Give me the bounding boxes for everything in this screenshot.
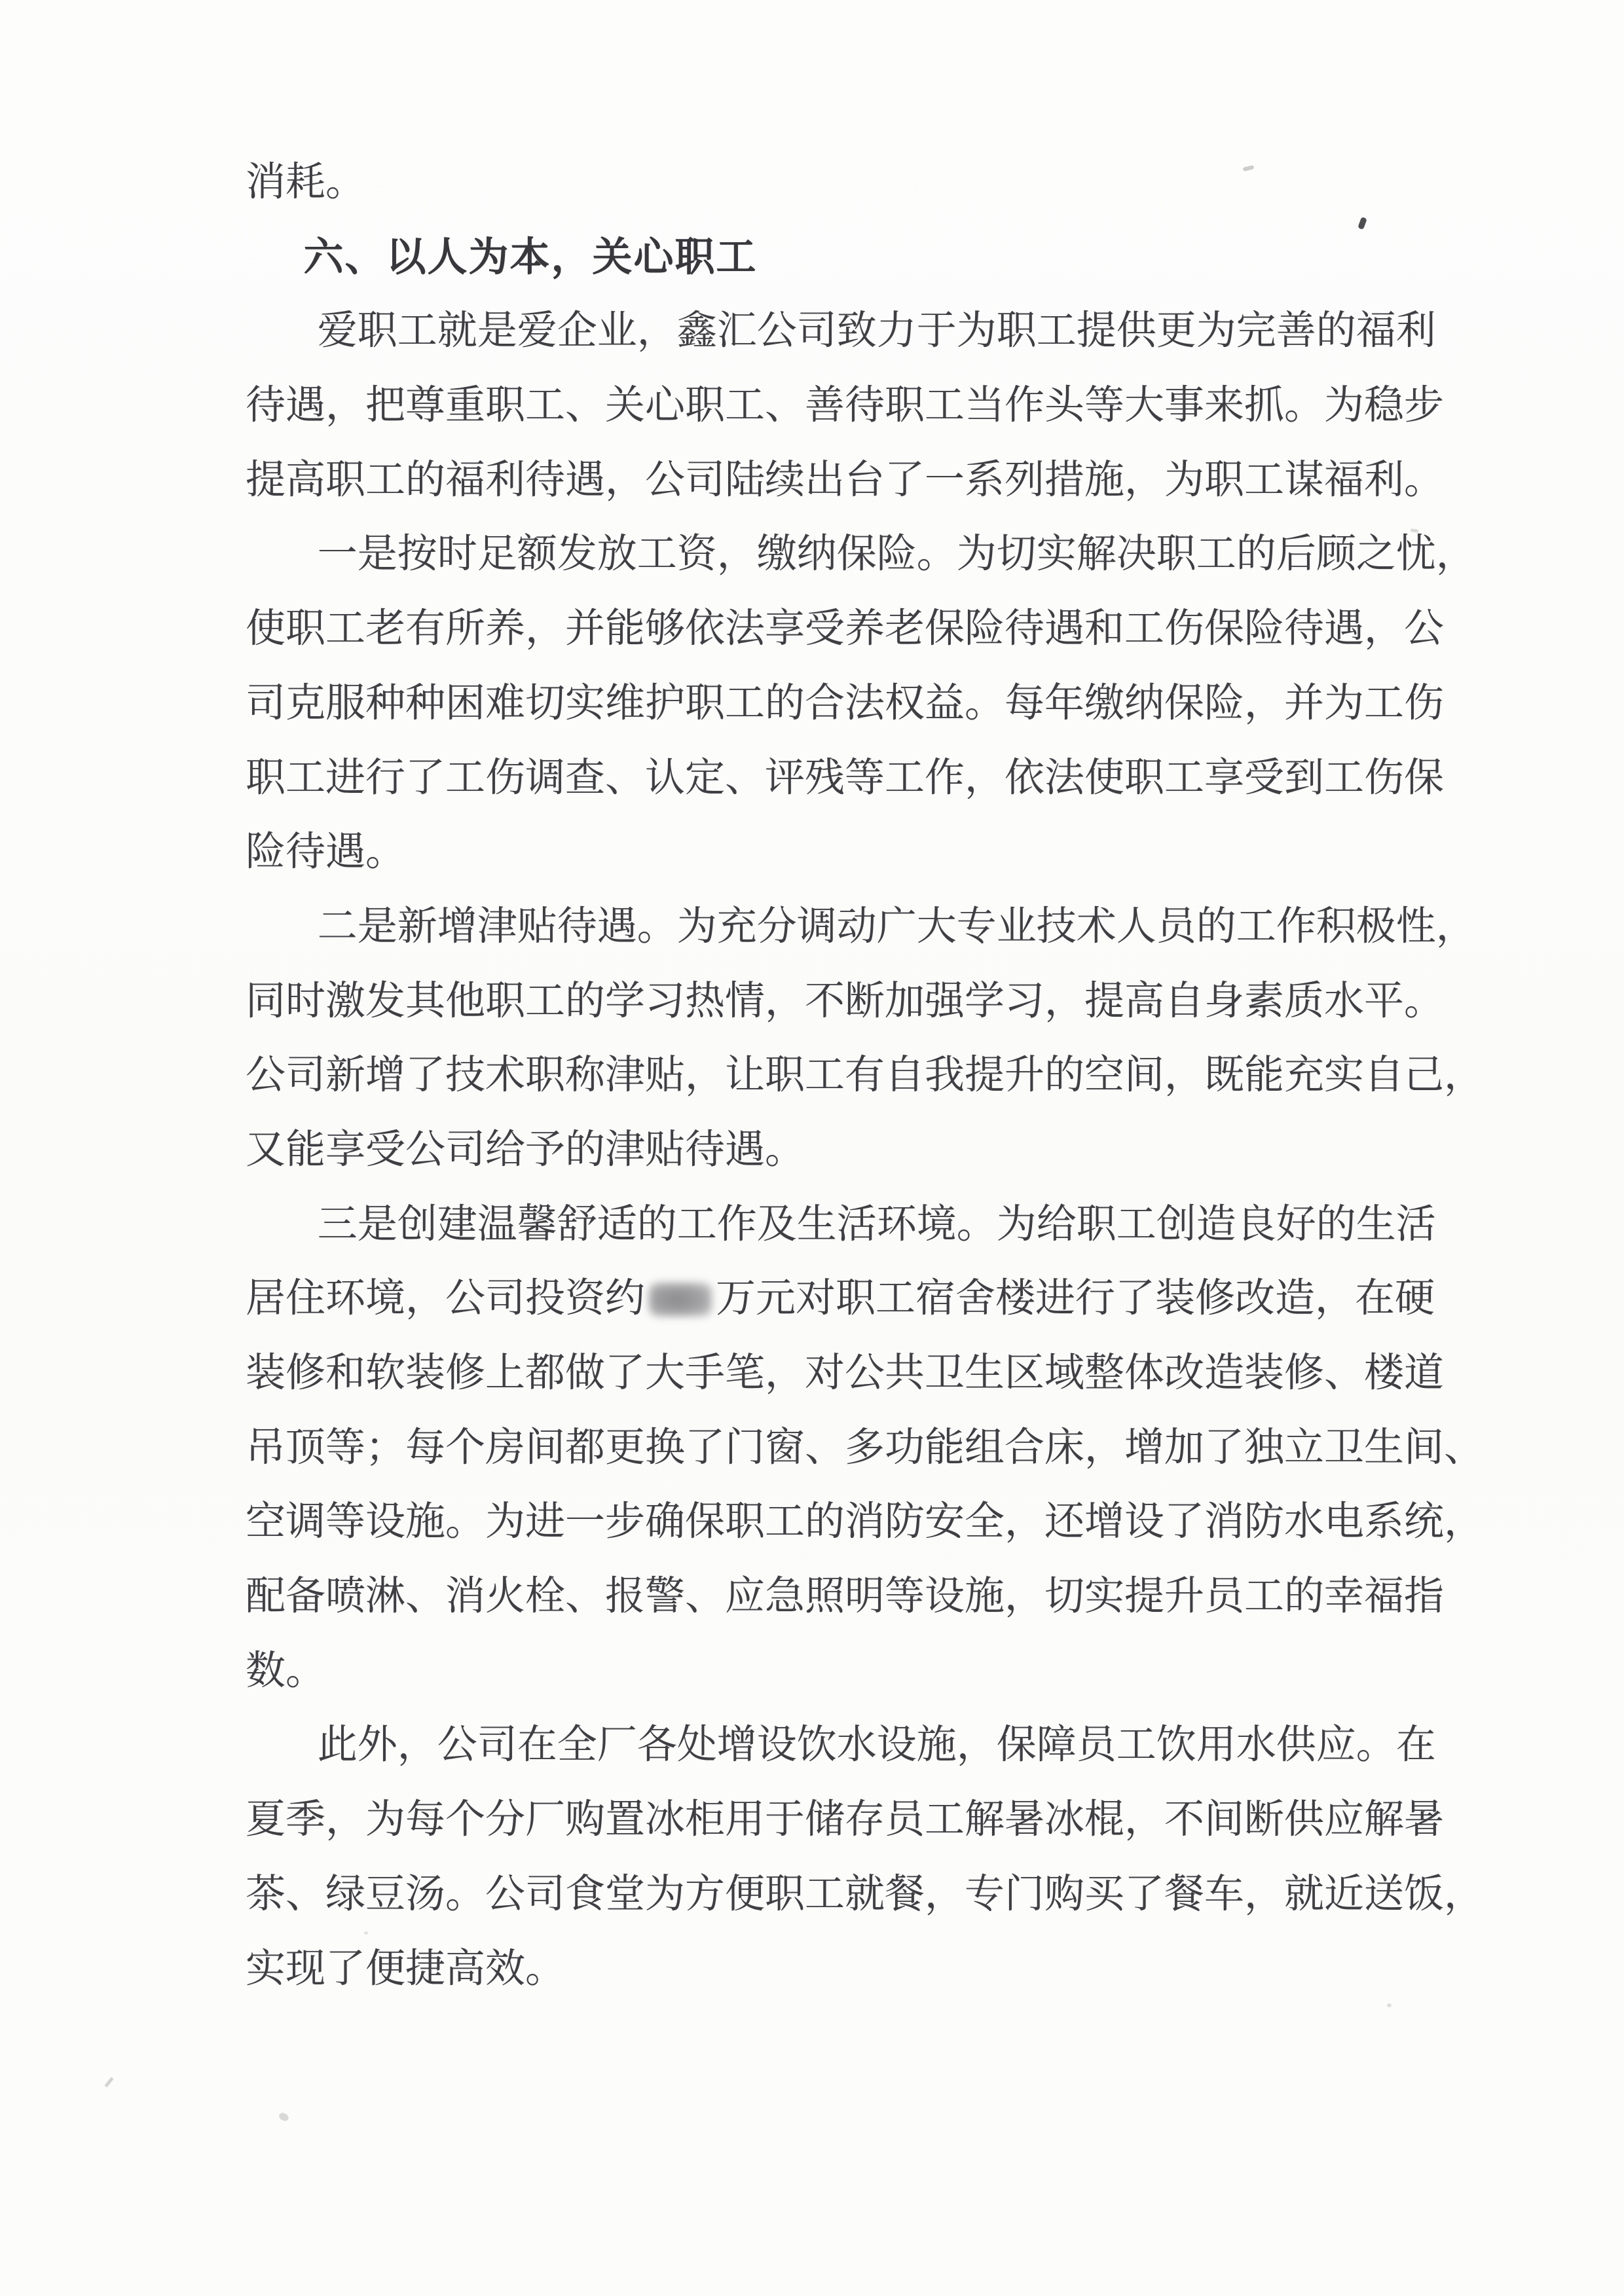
- scan-artifact: [1387, 2003, 1392, 2007]
- text-line: 同时激发其他职工的学习热情，不断加强学习，提高自身素质水平。: [246, 979, 1445, 1023]
- text-line: 待遇，把尊重职工、关心职工、善待职工当作头等大事来抓。为稳步: [246, 384, 1445, 428]
- text-line: 职工进行了工伤调查、认定、评残等工作，依法使职工享受到工伤保: [246, 756, 1445, 800]
- text-line: 一是按时足额发放工资，缴纳保险。为切实解决职工的后顾之忧，: [317, 532, 1476, 577]
- text-line: 爱职工就是爱企业，鑫汇公司致力于为职工提供更为完善的福利: [317, 309, 1436, 354]
- text-line: 三是创建温馨舒适的工作及生活环境。为给职工创造良好的生活: [317, 1202, 1436, 1247]
- text-line: 又能享受公司给予的津贴待遇。: [246, 1127, 805, 1172]
- text-line: 实现了便捷高效。: [246, 1946, 566, 1991]
- redacted-amount: [649, 1283, 712, 1317]
- text-segment: 居住环境，公司投资约: [246, 1277, 646, 1321]
- text-line: 险待遇。: [246, 830, 406, 875]
- text-line: 此外，公司在全厂各处增设饮水设施，保障员工饮用水供应。在: [317, 1723, 1436, 1768]
- text-line: 提高职工的福利待遇，公司陆续出台了一系列措施，为职工谋福利。: [246, 458, 1445, 502]
- section-heading: 六、以人为本，关心职工: [303, 234, 758, 279]
- text-line: 吊顶等；每个房间都更换了门窗、多功能组合床，增加了独立卫生间、: [246, 1425, 1485, 1470]
- document-text: [246, 145, 1485, 2006]
- text-segment: 万元对职工宿舍楼进行了装修改造，在硬: [716, 1277, 1435, 1321]
- text-line: 消耗。: [246, 160, 366, 204]
- text-line: 夏季，为每个分厂购置冰柜用于储存员工解暑冰棍，不间断供应解暑: [246, 1798, 1445, 1842]
- text-line: 茶、绿豆汤。公司食堂为方便职工就餐，专门购买了餐车，就近送饭，: [246, 1872, 1485, 1916]
- scan-artifact: [278, 2111, 289, 2122]
- text-line: 二是新增津贴待遇。为充分调动广大专业技术人员的工作积极性，: [317, 904, 1476, 949]
- text-line: 配备喷淋、消火栓、报警、应急照明等设施，切实提升员工的幸福指: [246, 1575, 1445, 1619]
- scan-artifact: [364, 1931, 368, 1935]
- text-line: 空调等设施。为进一步确保职工的消防安全，还增设了消防水电系统，: [246, 1500, 1485, 1544]
- text-line: 使职工老有所养，并能够依法享受养老保险待遇和工伤保险待遇，公: [246, 607, 1445, 651]
- text-line: 公司新增了技术职称津贴，让职工有自我提升的空间，既能充实自己，: [246, 1053, 1485, 1098]
- scan-artifact: [104, 2077, 113, 2087]
- text-line: 数。: [246, 1649, 326, 1693]
- text-line: [246, 1262, 1435, 1336]
- text-line: 装修和软装修上都做了大手笔，对公共卫生区域整体改造装修、楼道: [246, 1351, 1445, 1395]
- text-line: 司克服种种困难切实维护职工的合法权益。每年缴纳保险，并为工伤: [246, 681, 1445, 725]
